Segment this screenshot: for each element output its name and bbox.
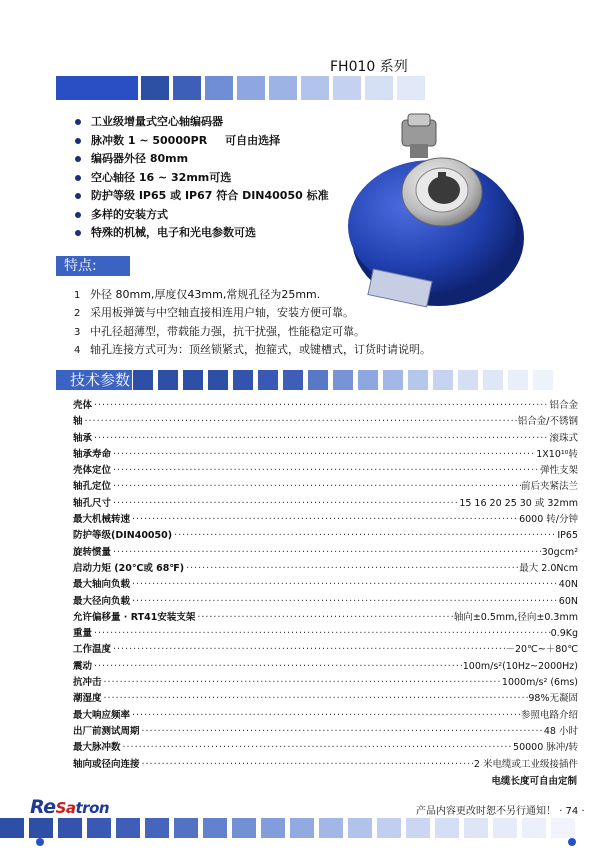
footer-dot-icon: [568, 838, 576, 846]
footer-dot-icon: [36, 838, 44, 846]
spec-row: 潮湿度 ····· 98%无凝固: [73, 690, 578, 706]
spec-row: 壳体 ····· 铝合金: [73, 397, 578, 413]
feature-item: 特殊的机械，电子和光电参数可选: [75, 224, 329, 243]
spec-row: 出厂前测试周期 ····· 48 小时: [73, 723, 578, 739]
series-title: FH010 系列: [330, 59, 408, 75]
spec-row: 抗冲击 ····· 1000m/s² (6ms): [73, 674, 578, 690]
spec-row: 最大轴向负载 ····· 40N: [73, 576, 578, 592]
footer-color-bar: [0, 818, 575, 838]
bullet-dot-icon: [75, 193, 81, 199]
spec-row: 工作温度 ····· －20℃~＋80℃: [73, 641, 578, 657]
footer-note: 产品内容更改时恕不另行通知！ · 74 ·: [416, 806, 585, 817]
spec-row: 重量 ····· 0.9Kg: [73, 625, 578, 641]
encoder-product-image: [340, 110, 525, 310]
cable-length-note: 电缆长度可自由定制: [491, 776, 577, 787]
spec-row: 允许偏移量 · RT41安装支架 ····· 轴向±0.5mm,径向±0.3mm: [73, 609, 578, 625]
feature-item: 防护等级 IP65 或 IP67 符合 DIN40050 标准: [75, 187, 329, 206]
feature-item: 多样的安装方式: [75, 206, 329, 225]
feature-item: 空心轴径 16 ~ 32mm可选: [75, 169, 329, 188]
spec-table: [73, 397, 578, 772]
spec-row: 震动 ····· 100m/s²(10Hz~2000Hz): [73, 658, 578, 674]
spec-row: 旋转惯量 ····· 30gcm²: [73, 544, 578, 560]
bullet-dot-icon: [75, 119, 81, 125]
feature-list: [75, 113, 329, 243]
bullet-dot-icon: [75, 156, 81, 162]
bullet-dot-icon: [75, 230, 81, 236]
spec-row: 防护等级(DIN40050) ····· IP65: [73, 527, 578, 543]
bullet-dot-icon: [75, 138, 81, 144]
spec-row: 最大脉冲数 ····· 50000 脉冲/转: [73, 739, 578, 755]
bullet-dot-icon: [75, 175, 81, 181]
spec-row: 轴孔定位 ····· 前后夹紧法兰: [73, 478, 578, 494]
point-item: 4 轴孔连接方式可为：顶丝锁紧式，抱箍式，或键槽式，订货时请说明。: [74, 343, 431, 357]
resatron-logo: ReSatron: [30, 796, 110, 818]
spec-row: 壳体定位 ····· 弹性支架: [73, 462, 578, 478]
spec-row: 最大响应频率 ····· 参照电路介绍: [73, 707, 578, 723]
point-item: 3 中孔径超薄型，带载能力强，抗干扰强，性能稳定可靠。: [74, 324, 365, 338]
tech-specs-section-header: 技术参数: [56, 370, 132, 390]
spec-row: 启动力矩 (20℃或 68℉) ····· 最大 2.0Ncm: [73, 560, 578, 576]
feature-item: 脉冲数 1 ~ 50000PR 可自由选择: [75, 132, 329, 151]
feature-item: 编码器外径 80mm: [75, 150, 329, 169]
spec-row: 轴承 ····· 滚珠式: [73, 430, 578, 446]
tech-color-bar: [133, 370, 553, 390]
point-item: 2 采用板弹簧与中空轴直接相连用户轴，安装方便可靠。: [74, 306, 354, 320]
spec-row: 最大径向负载 ····· 60N: [73, 593, 578, 609]
spec-row: 最大机械转速 ····· 6000 转/分钟: [73, 511, 578, 527]
top-color-bar: [56, 76, 425, 100]
spec-row: 轴承寿命 ····· 1X10¹⁰转: [73, 446, 578, 462]
features-section-header: 特点:: [56, 256, 130, 276]
bullet-dot-icon: [75, 212, 81, 218]
spec-row: 轴孔尺寸 ····· 15 16 20 25 30 或 32mm: [73, 495, 578, 511]
feature-points-list: [74, 286, 431, 360]
page-number: · 74 ·: [559, 806, 585, 817]
spec-row: 轴 ····· 铝合金/不锈钢: [73, 413, 578, 429]
spec-row: 轴向或径向连接 ····· 2 米电缆或工业级接插件: [73, 756, 578, 772]
point-item: 1 外径 80mm,厚度仅43mm,常规孔径为25mm.: [74, 288, 321, 301]
feature-item: 工业级增量式空心轴编码器: [75, 113, 329, 132]
